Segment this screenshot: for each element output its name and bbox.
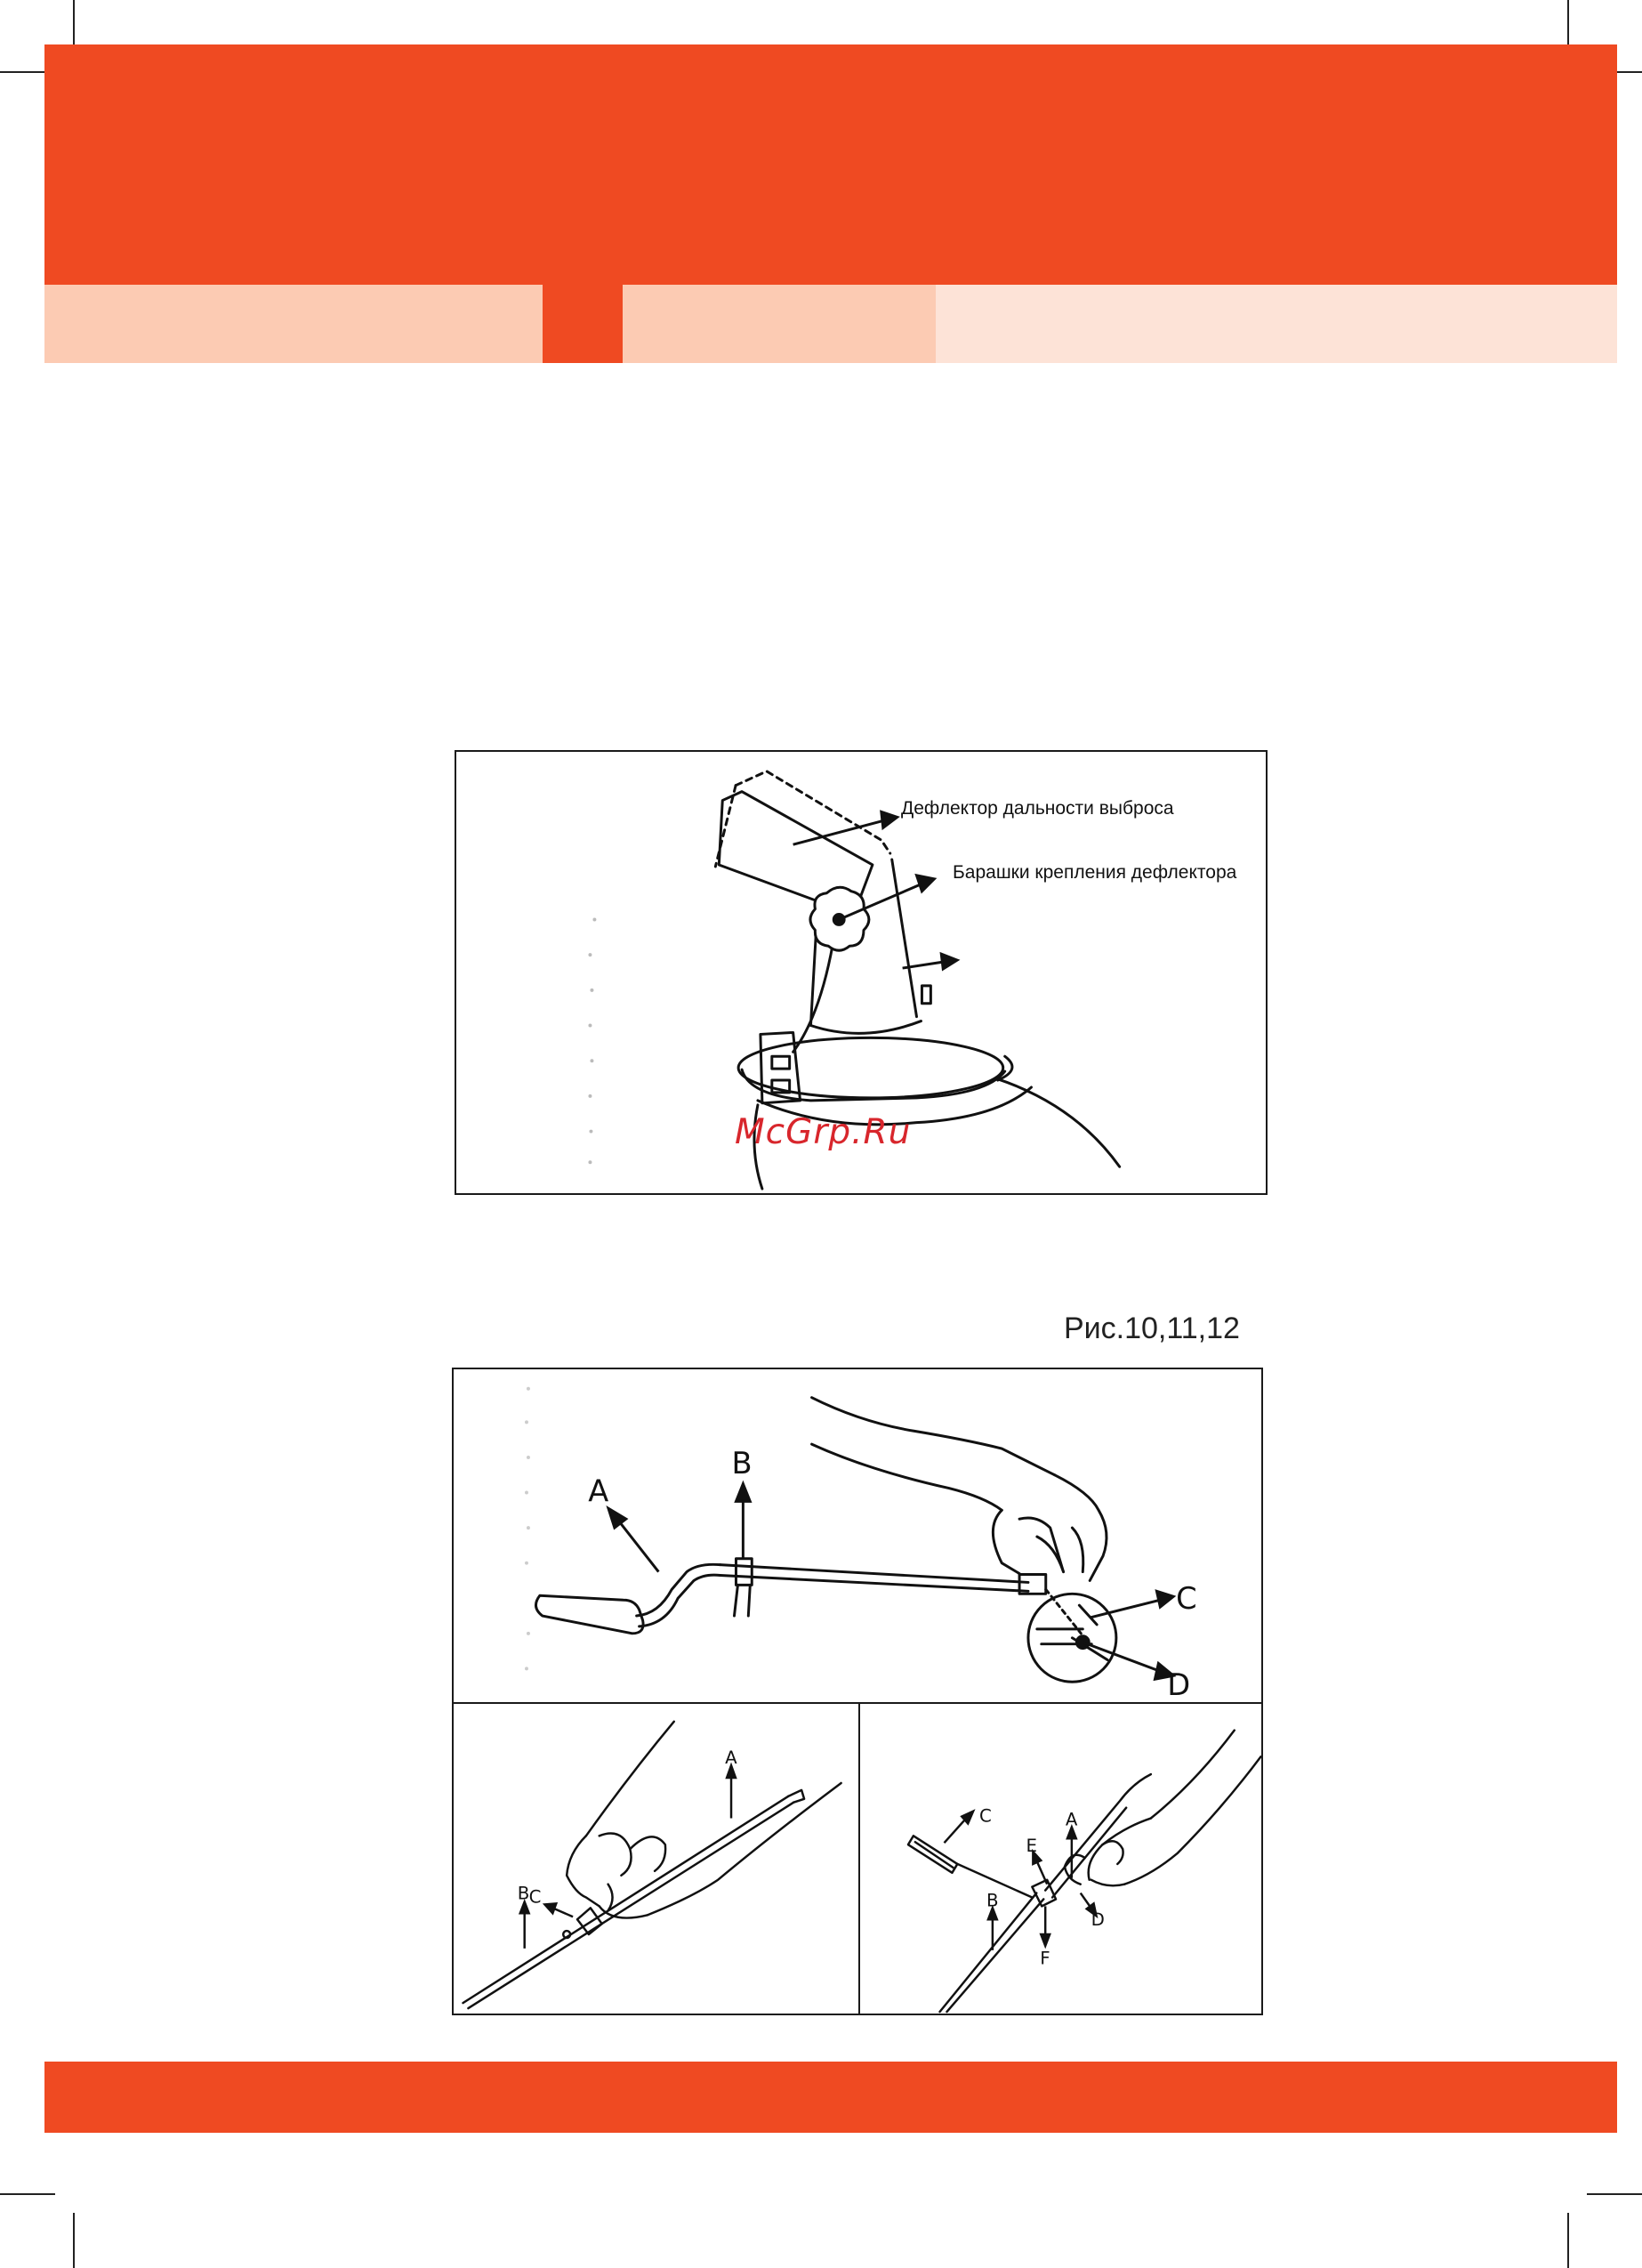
letter-d: D <box>1091 1909 1105 1931</box>
subheader-block <box>44 285 543 363</box>
rod-assembly-illustration <box>454 1704 858 2014</box>
coupler-assembly-illustration <box>860 1704 1261 2014</box>
letter-d: D <box>1167 1667 1191 1702</box>
crank-rod-illustration <box>454 1369 1261 1702</box>
letter-a: A <box>588 1473 609 1509</box>
crop-mark <box>73 2213 75 2268</box>
letter-a: A <box>725 1747 737 1769</box>
figure-10 <box>452 1368 1263 1704</box>
crop-mark <box>1567 2213 1569 2268</box>
figure-11 <box>452 1702 860 2015</box>
letter-c: C <box>979 1805 992 1827</box>
subheader-accent <box>543 285 623 363</box>
letter-a: A <box>1065 1809 1078 1830</box>
wingnut-label: Барашки крепления дефлектора <box>953 862 1237 883</box>
footer-bar <box>44 2062 1617 2133</box>
subheader-block-light <box>936 285 1617 363</box>
letter-e: E <box>1026 1836 1037 1857</box>
letter-f: F <box>1040 1948 1050 1969</box>
letter-c: C <box>1176 1581 1197 1617</box>
letter-c: C <box>528 1886 542 1908</box>
letter-b: B <box>731 1445 753 1481</box>
deflector-label: Дефлектор дальности выброса <box>901 798 1174 819</box>
header-bar <box>44 44 1617 285</box>
figure-caption: Рис.10,11,12 <box>1064 1312 1240 1345</box>
letter-b: B <box>986 1890 999 1911</box>
figure-12 <box>858 1702 1263 2015</box>
letter-b: B <box>517 1883 530 1904</box>
crop-mark <box>0 2193 55 2195</box>
watermark: McGrp.Ru <box>735 1112 912 1152</box>
subheader-block <box>623 285 936 363</box>
crop-mark <box>1587 2193 1642 2195</box>
